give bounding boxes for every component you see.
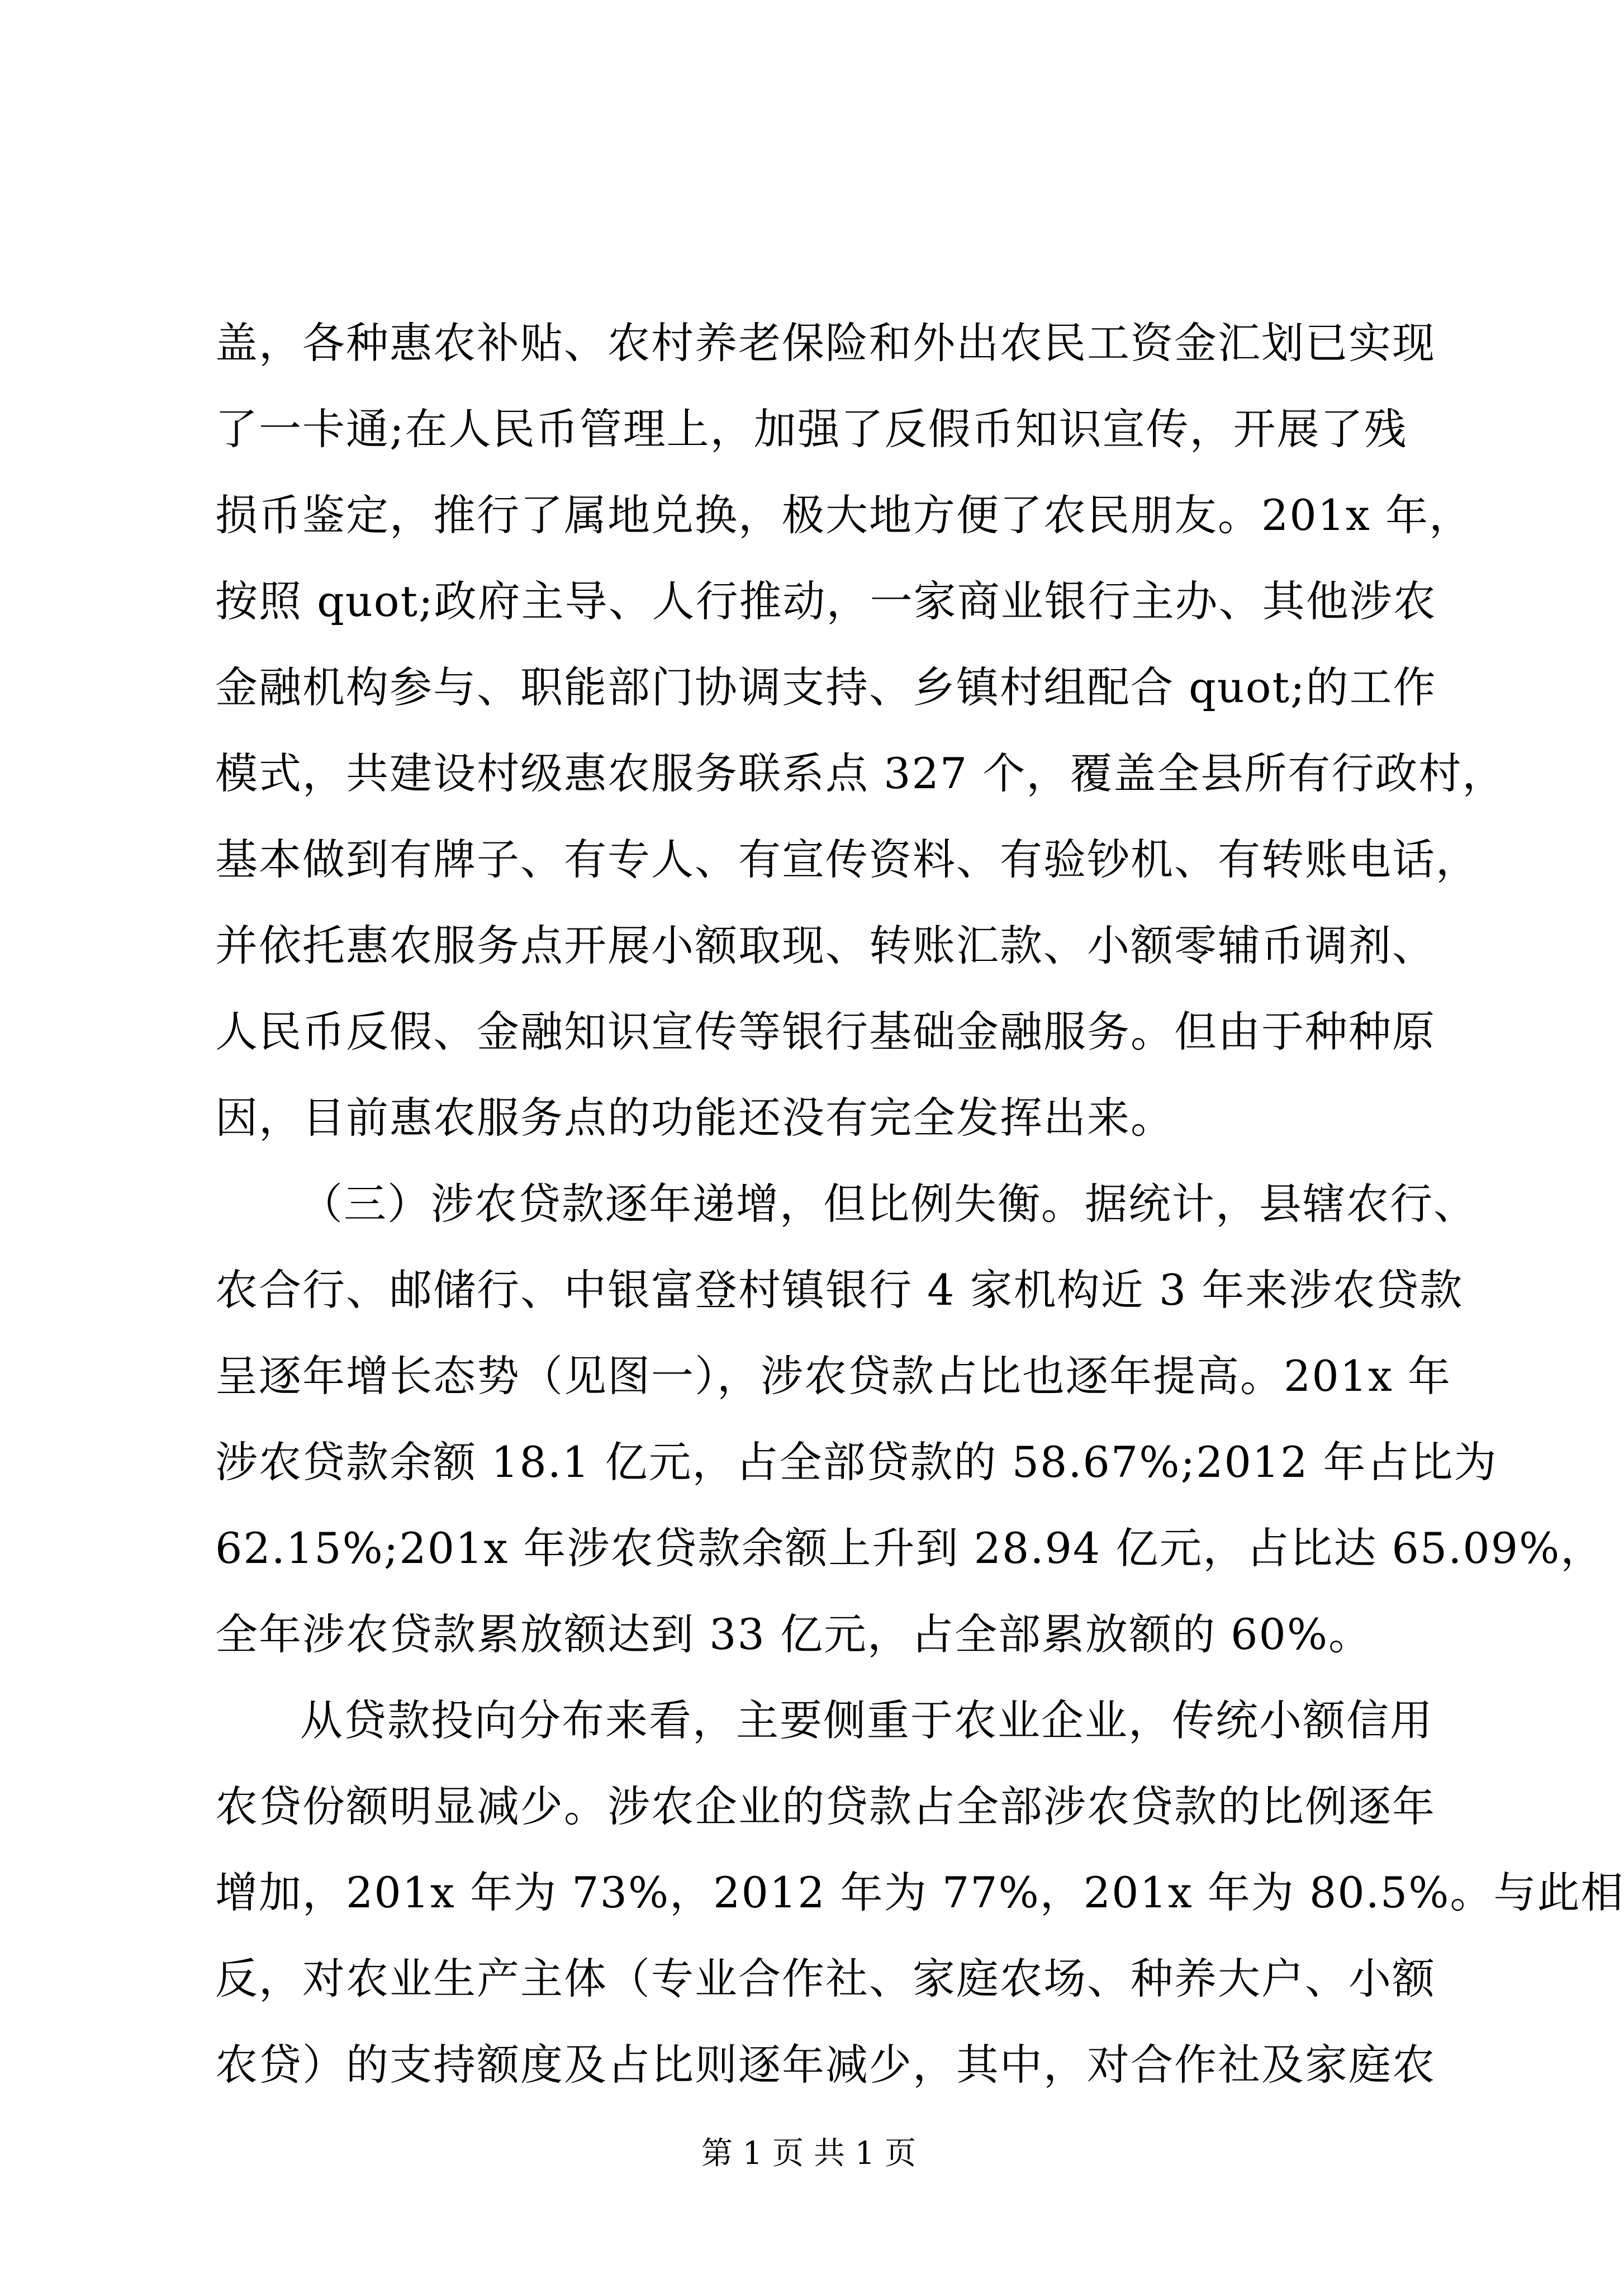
text-line: 62.15%;201x 年涉农贷款余额上升到 28.94 亿元，占比达 65.09%， [215, 1523, 1604, 1573]
text-line: 反，对农业生产主体（专业合作社、家庭农场、种养大户、小额 [215, 1953, 1436, 2003]
page-footer [0, 2129, 1617, 2173]
text-line: 呈逐年增长态势（见图一），涉农贷款占比也逐年提高。201x 年 [215, 1351, 1452, 1401]
text-line: 了一卡通;在人民币管理上，加强了反假币知识宣传，开展了残 [215, 404, 1408, 454]
text-line: 全年涉农贷款累放额达到 33 亿元，占全部累放额的 60%。 [215, 1609, 1373, 1659]
text-line: 从贷款投向分布来看，主要侧重于农业企业，传统小额信用 [300, 1695, 1433, 1745]
text-line: 农贷）的支持额度及占比则逐年减少，其中，对合作社及家庭农 [215, 2039, 1436, 2090]
text-line: 增加，201x 年为 73%，2012 年为 77%，201x 年为 80.5%。与此相 [215, 1867, 1624, 1917]
document-body [215, 296, 1624, 2104]
text-line: 因，目前惠农服务点的功能还没有完全发挥出来。 [215, 1092, 1174, 1143]
text-line: 模式，共建设村级惠农服务联系点 327 个，覆盖全县所有行政村， [215, 748, 1506, 798]
text-line: 按照 quot;政府主导、人行推动，一家商业银行主办、其他涉农 [215, 576, 1437, 626]
text-line: 基本做到有牌子、有专人、有宣传资料、有验钞机、有转账电话， [215, 834, 1479, 884]
text-line: 涉农贷款余额 18.1 亿元，占全部贷款的 58.67%;2012 年占比为 [215, 1437, 1498, 1487]
text-line: 并依托惠农服务点开展小额取现、转账汇款、小额零辅币调剂、 [215, 920, 1436, 970]
text-line: 金融机构参与、职能部门协调支持、乡镇村组配合 quot;的工作 [215, 662, 1437, 712]
paragraph-2 [215, 1157, 1604, 1674]
text-line: 人民币反假、金融知识宣传等银行基础金融服务。但由于种种原 [215, 1006, 1436, 1057]
text-line: 农合行、邮储行、中银富登村镇银行 4 家机构近 3 年来涉农贷款 [215, 1264, 1464, 1315]
text-line: 损币鉴定，推行了属地兑换，极大地方便了农民朋友。201x 年， [215, 490, 1473, 540]
paragraph-1 [215, 296, 1506, 1157]
text-line: 盖，各种惠农补贴、农村养老保险和外出农民工资金汇划已实现 [215, 318, 1436, 368]
page-number: 第 1 页 共 1 页 [701, 2135, 917, 2172]
paragraph-3 [215, 1674, 1624, 2104]
text-line: 农贷份额明显减少。涉农企业的贷款占全部涉农贷款的比例逐年 [215, 1781, 1436, 1831]
text-line: （三）涉农贷款逐年递增，但比例失衡。据统计，县辖农行、 [300, 1178, 1477, 1229]
